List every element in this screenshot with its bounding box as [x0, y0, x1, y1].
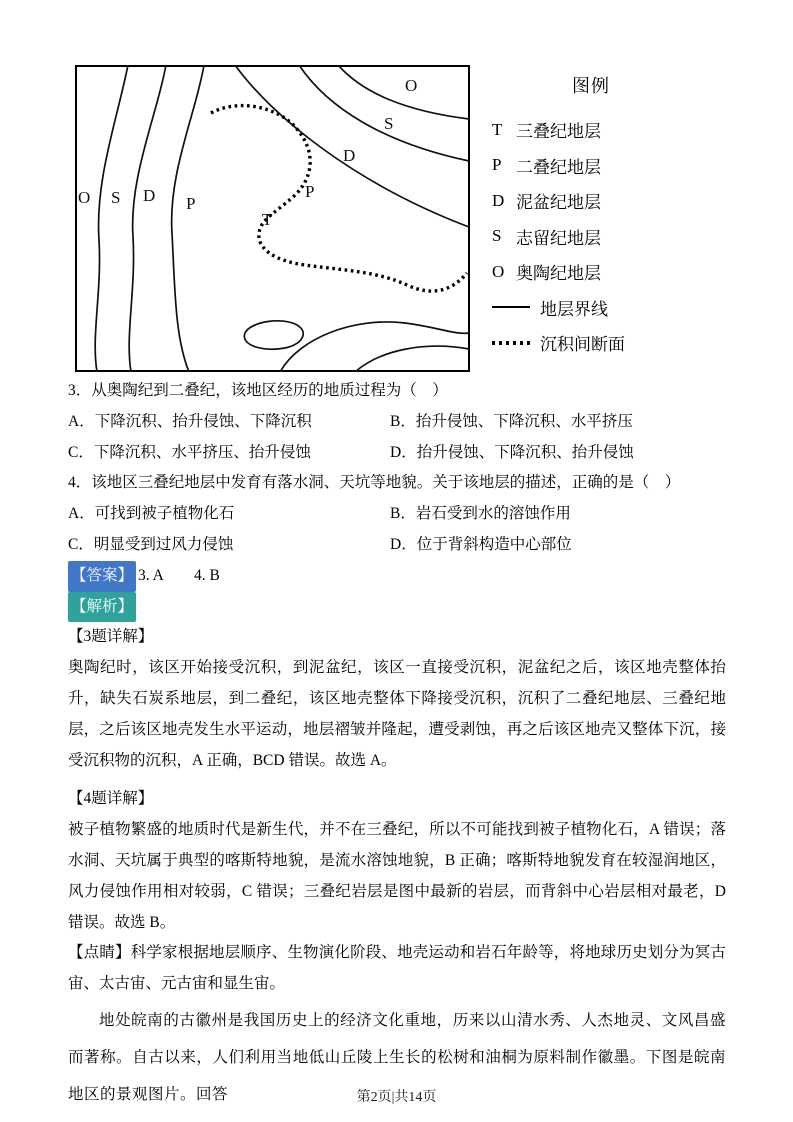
strata-map-figure: [75, 65, 470, 372]
legend-label: 奥陶纪地层: [516, 264, 601, 284]
legend-label: 泥盆纪地层: [516, 193, 601, 213]
question-4-options: [68, 499, 726, 561]
question-3-stem: 3．从奥陶纪到二叠纪，该地区经历的地质过程为（ ）: [68, 382, 448, 399]
detail-4-heading: 【4题详解】: [68, 790, 154, 808]
analysis-tag: 【解析】: [68, 592, 136, 623]
option-4c: C．明显受到过风力侵蚀: [68, 535, 234, 553]
legend-label: 志留纪地层: [516, 228, 601, 248]
legend-label: 三叠纪地层: [516, 122, 601, 142]
legend-label: 沉积间断面: [540, 335, 625, 355]
legend-label: 地层界线: [540, 299, 608, 319]
question-3-options: [68, 407, 726, 469]
unconformity-dotted-line: [211, 106, 467, 291]
analysis-line: [68, 592, 726, 623]
legend-item-ordovician: [492, 254, 722, 290]
legend-symbol: P: [492, 155, 502, 175]
map-label: S: [384, 114, 394, 133]
tip-paragraph: [68, 938, 726, 1000]
stratum-boundary-lines: [95, 65, 469, 372]
legend-item-devonian: [492, 183, 722, 219]
question-4-stem: 4．该地区三叠纪地层中发育有落水洞、天坑等地貌。关于该地层的描述，正确的是（ ）: [68, 474, 681, 492]
tip-tag: 【点睛】: [68, 944, 131, 962]
map-label: O: [78, 188, 91, 207]
answer-value: 3. A 4. B: [138, 566, 220, 584]
option-4d: D．位于背斜构造中心部位: [390, 535, 572, 553]
option-3b: B．抬升侵蚀、下降沉积、水平挤压: [390, 412, 633, 430]
map-label: S: [111, 188, 121, 207]
map-label: D: [143, 186, 156, 205]
option-3c: C．下降沉积、水平挤压、抬升侵蚀: [68, 443, 311, 461]
strata-map-drawing: [75, 65, 470, 372]
dotted-line-sample: [492, 341, 530, 345]
legend-item-unconformity: [492, 325, 722, 361]
legend-symbol: T: [492, 119, 503, 139]
map-label: O: [405, 76, 418, 95]
tip-body: 科学家根据地层顺序、生物演化阶段、地壳运动和岩石年龄等，将地球历史划分为冥古宙、太古宙、元古宙和显生宙。: [68, 944, 726, 993]
legend-label: 二叠纪地层: [516, 157, 601, 177]
map-label: T: [262, 210, 273, 229]
legend-symbol: D: [492, 190, 505, 210]
legend-item-silurian: [492, 219, 722, 255]
page-body: [68, 376, 726, 1113]
legend-item-permian: [492, 148, 722, 184]
map-legend: [492, 72, 722, 361]
legend-item-triassic: [492, 112, 722, 148]
map-label: D: [343, 146, 356, 165]
option-3a: A．下降沉积、抬升侵蚀、下降沉积: [68, 412, 312, 430]
answer-tag: 【答案】: [68, 561, 136, 592]
option-3d: D．抬升侵蚀、下降沉积、抬升侵蚀: [390, 443, 634, 461]
legend-symbol: O: [492, 261, 505, 281]
solid-line-sample: [492, 306, 530, 308]
option-4b: B．岩石受到水的溶蚀作用: [390, 505, 571, 523]
detail-3-heading: 【3题详解】: [68, 628, 154, 646]
legend-item-boundary: [492, 290, 722, 326]
legend-symbol: S: [492, 226, 502, 246]
detail-4-body: 被子植物繁盛的地质时代是新生代，并不在三叠纪，所以不可能找到被子植物化石，A 错误；落水洞、天坑属于典型的喀斯特地貌，是流水溶蚀地貌，B 正确；喀斯特地貌发育在较湿润地区，风力侵蚀作用相对较弱，C 错误；三叠纪岩层是图中最新的岩层，而背斜中心岩层相对最老，D 错误。故选 B。: [68, 821, 726, 931]
map-label: P: [186, 194, 196, 213]
map-label: P: [305, 182, 315, 201]
answer-line: [68, 561, 726, 592]
page-footer: 第2页|共14页: [356, 1090, 437, 1105]
detail-3-body: 奥陶纪时，该区开始接受沉积，到泥盆纪，该区一直接受沉积，泥盆纪之后，该区地壳整体抬升，缺失石炭系地层，到二叠纪，该区地壳整体下降接受沉积，沉积了二叠纪地层、三叠纪地层，之后该区地壳发生水平运动，地层褶皱并隆起，遭受剥蚀，再之后该区地壳又整体下沉，接受沉积物的沉积，A 正确，BCD 错误。故选 A。: [68, 659, 726, 769]
legend-title: 图例: [572, 76, 610, 96]
option-4a: A．可找到被子植物化石: [68, 505, 235, 523]
next-section-passage: 地处皖南的古徽州是我国历史上的经济文化重地，历来以山清水秀、人杰地灵、文风昌盛而著称。自古以来，人们利用当地低山丘陵上生长的松树和油桐为原料制作徽墨。下图是皖南地区的景观图片。回答: [68, 1011, 726, 1103]
